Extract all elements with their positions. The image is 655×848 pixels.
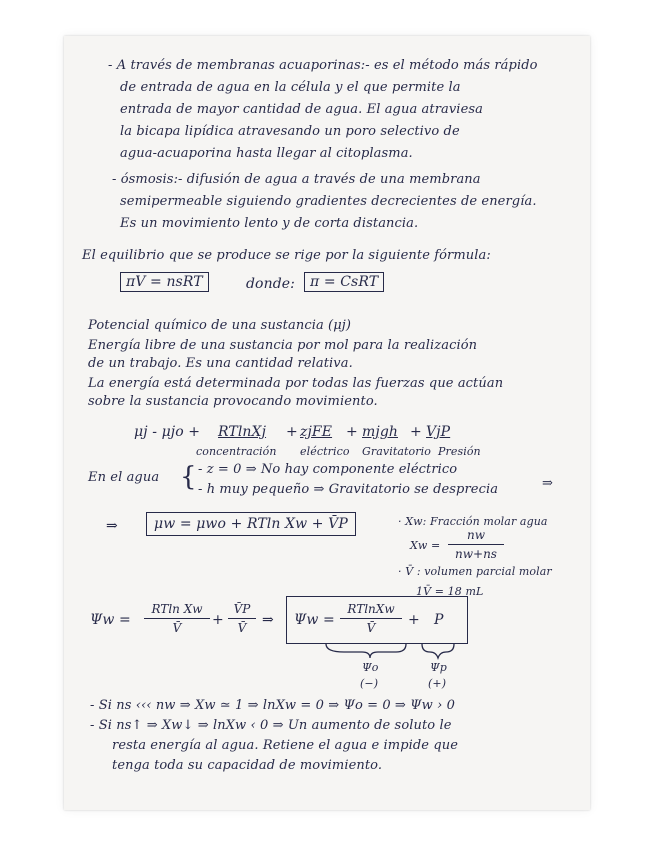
case-line: - Si ns ‹‹‹ nw ⇒ Xw ≃ 1 ⇒ lnXw = 0 ⇒ Ψo = 0 ⇒ Ψw › 0 (90, 698, 456, 713)
psi-fraction-2: V̄P V̄ (228, 602, 256, 635)
psi-p-sign: (+) (428, 677, 447, 690)
text-line: Energía libre de una sustancia por mol para la realización (88, 338, 478, 353)
text-line: entrada de mayor cantidad de agua. El agua atraviesa (120, 102, 483, 117)
psi-box-lhs: Ψw = (294, 612, 335, 628)
case-line: tenga toda su capacidad de movimiento. (112, 758, 383, 773)
psi-box-fraction: RTlnXw V̄ (340, 602, 402, 635)
condition-line: - z = 0 ⇒ No hay componente eléctrico (198, 462, 458, 477)
text-line: El equilibrio que se produce se rige por la siguiente fórmula: (82, 248, 491, 263)
boxed-formula-pi-v: πV = nsRT (120, 272, 209, 292)
text-line: sobre la sustancia provocando movimiento. (88, 394, 378, 409)
text-line: de entrada de agua en la célula y el que permite la (120, 80, 461, 95)
xw-fraction: nw nw+ns (448, 528, 504, 561)
boxed-formula-pi-c: π = CsRT (304, 272, 384, 292)
plus-sign: + (212, 612, 224, 628)
term-concentracion: RTlnXj (218, 424, 267, 440)
plus-sign: + (410, 424, 422, 440)
arrow-icon: ⇒ (262, 612, 274, 628)
text-line: agua-acuaporina hasta llegar al citoplasma. (120, 146, 413, 161)
term-electrico: zjFE (300, 424, 333, 440)
text-line: de un trabajo. Es una cantidad relativa. (88, 356, 353, 371)
text-line: La energía está determinada por todas las fuerzas que actúan (88, 376, 504, 391)
psi-p-label: Ψp (430, 661, 447, 674)
arrow-icon: ⇒ (106, 518, 118, 534)
text-line: la bicapa lipídica atravesando un poro selectivo de (120, 124, 460, 139)
text-line: - A través de membranas acuaporinas:- es el método más rápido (108, 58, 538, 73)
underbrace-pressure (422, 644, 454, 658)
psi-fraction-1: RTln Xw V̄ (144, 602, 210, 635)
case-line: - Si ns↑ ⇒ Xw↓ ⇒ lnXw ‹ 0 ⇒ Un aumento de soluto le (90, 718, 452, 733)
plus-sign: + (286, 424, 298, 440)
vbar-value: 1V̄ = 18 mL (416, 585, 484, 598)
notebook-page (64, 36, 590, 810)
case-line: resta energía al agua. Retiene el agua e impide que (112, 738, 459, 753)
text-line: Es un movimiento lento y de corta distancia. (120, 216, 419, 231)
label-electrico: eléctrico (300, 445, 350, 458)
label-presion: Presión (438, 445, 481, 458)
xw-lhs: Xw = (410, 539, 441, 552)
vbar-label: · V̄ : volumen parcial molar (398, 565, 552, 578)
psi-o-sign: (−) (360, 677, 379, 690)
psi-o-label: Ψo (362, 661, 379, 674)
boxed-formula-mu-w: μw = μwo + RTln Xw + V̄P (146, 512, 356, 536)
arrow-icon: ⇒ (542, 476, 553, 491)
text-line: semipermeable siguiendo gradientes decrecientes de energía. (120, 194, 537, 209)
psi-lhs: Ψw = (90, 612, 131, 628)
underbrace-osmotic (326, 644, 406, 658)
condition-line: - h muy pequeño ⇒ Gravitatorio se desprecia (198, 482, 499, 497)
label-gravitatorio: Gravitatorio (362, 445, 431, 458)
label-concentracion: concentración (196, 445, 277, 458)
donde-label: donde: (246, 276, 295, 292)
brace-icon: { (180, 462, 197, 492)
equation-lhs: μj - μjo + (134, 424, 201, 440)
plus-sign: + (408, 612, 420, 628)
xw-label: · Xw: Fracción molar agua (398, 515, 548, 528)
term-gravitatorio: mjgh (362, 424, 398, 440)
term-presion: VjP (426, 424, 451, 440)
text-line: - ósmosis:- difusión de agua a través de una membrana (112, 172, 481, 187)
text-line: En el agua (88, 470, 160, 485)
section-title: Potencial químico de una sustancia (μj) (88, 318, 352, 333)
plus-sign: + (346, 424, 358, 440)
pressure-term: P (434, 612, 444, 628)
